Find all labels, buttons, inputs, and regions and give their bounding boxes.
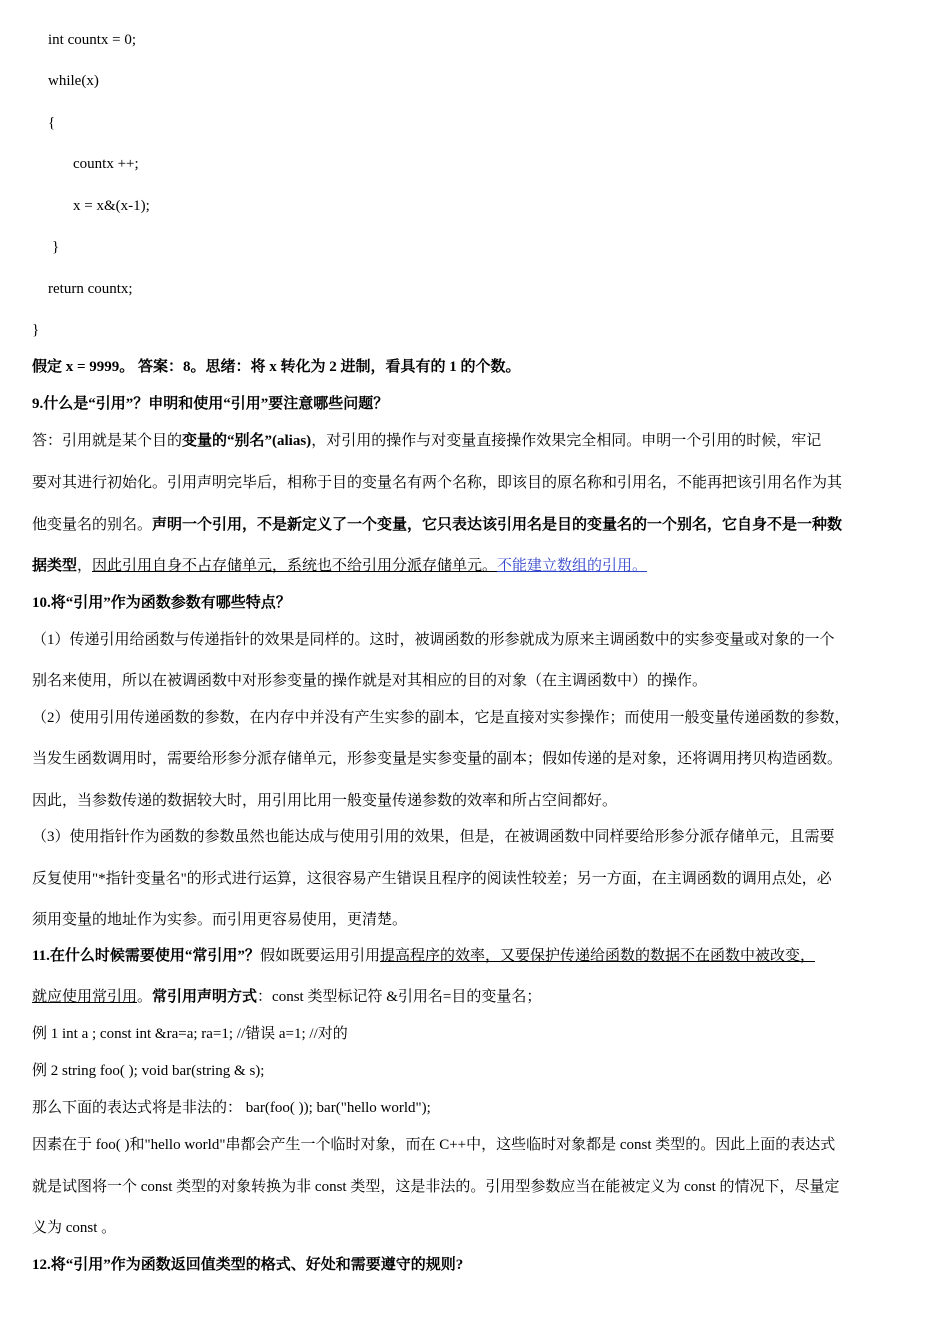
q12-title: 12.将“引用”作为函数返回值类型的格式、好处和需要遵守的规则? xyxy=(32,1257,464,1273)
code-line: } xyxy=(32,322,40,338)
q9-bold-text: 据类型 xyxy=(32,558,78,574)
q11-reason-line: 义为 const 。 xyxy=(32,1220,117,1236)
q9-alias-term: 变量的“别名”(alias) xyxy=(182,433,312,449)
q9-answer-line xyxy=(32,556,647,576)
q9-answer-line: 要对其进行初始化。引用声明完毕后，相称于目的变量名有两个名称，即该目的原名称和引用名，不能再把该引用名作为其 xyxy=(32,475,843,491)
code-line: x = x&(x-1); xyxy=(73,198,150,214)
q9-answer-text: ，对引用的操作与对变量直接操作效果完全相同。申明一个引用的时候，牢记 xyxy=(311,433,822,449)
q10-paragraph-line: （2）使用引用传递函数的参数，在内存中并没有产生实参的副本，它是直接对实参操作；而使用一般变量传递函数的参数， xyxy=(32,710,850,726)
q11-bold-text: 常引用声明方式 xyxy=(152,989,258,1005)
q10-paragraph-line: （1）传递引用给函数与传递指针的效果是同样的。这时，被调函数的形参就成为原来主调函数中的实参变量或对象的一个 xyxy=(32,632,835,648)
q9-sep: ， xyxy=(77,558,93,574)
q9-answer-text: 他变量名的别名。 xyxy=(32,517,153,533)
q11-underlined-text: 提高程序的效率，又要保护传递给函数的数据不在函数中被改变， xyxy=(379,948,815,964)
q11-illegal-line: 那么下面的表达式将是非法的： bar(foo( )); bar("hello world"); xyxy=(32,1100,431,1116)
q10-paragraph-line: 别名来使用，所以在被调函数中对形参变量的操作就是对其相应的目的对象（在主调函数中）的操作。 xyxy=(32,673,708,689)
q9-title: 9.什么是“引用”？申明和使用“引用”要注意哪些问题？ xyxy=(32,396,389,412)
q11-reason-line: 因素在于 foo( )和"hello world"串都会产生一个临时对象，而在 C++中，这些临时对象都是 const 类型的。因此上面的表达式 xyxy=(32,1137,836,1153)
q10-paragraph-line: 因此，当参数传递的数据较大时，用引用比用一般变量传递参数的效率和所占空间都好。 xyxy=(32,793,618,809)
q10-paragraph-line: 反复使用"*指针变量名"的形式进行运算，这很容易产生错误且程序的阅读性较差；另一方面，在主调函数的调用点处，必 xyxy=(32,871,832,887)
code-line: return countx; xyxy=(48,281,133,297)
q9-answer-text: 答：引用就是某个目的 xyxy=(32,433,183,449)
q11-underlined-text: 就应使用常引用 xyxy=(32,989,138,1005)
code-line: } xyxy=(52,239,60,255)
q8-answer: 假定 x = 9999。 答案：8。思绪：将 x 转化为 2 进制，看具有的 1 的个数。 xyxy=(32,359,521,375)
q11-text: 假如既要运用引用 xyxy=(259,948,380,964)
q10-paragraph-line: 须用变量的地址作为实参。而引用更容易使用，更清楚。 xyxy=(32,912,408,928)
q9-answer-line xyxy=(32,431,821,451)
code-line: while(x) xyxy=(48,73,99,89)
q10-paragraph-line: 当发生函数调用时，需要给形参分派存储单元，形参变量是实参变量的副本；假如传递的是对象，还将调用拷贝构造函数。 xyxy=(32,751,843,767)
code-line: countx ++; xyxy=(73,156,139,172)
code-line: int countx = 0; xyxy=(48,32,137,48)
q11-example-2: 例 2 string foo( ); void bar(string & s); xyxy=(32,1063,265,1079)
q9-answer-line xyxy=(32,515,842,535)
q11-text: ：const 类型标记符 &引用名=目的变量名； xyxy=(257,989,542,1005)
q9-bold-text: 声明一个引用，不是新定义了一个变量，它只表达该引用名是目的变量名的一个别名，它自身不是一种数 xyxy=(152,517,843,533)
q11-title: 11.在什么时候需要使用“常引用”？ xyxy=(32,948,260,964)
q11-sep: 。 xyxy=(137,989,153,1005)
q11-example-1: 例 1 int a ; const int &ra=a; ra=1; //错误 a=1; //对的 xyxy=(32,1026,348,1042)
q11-title-line xyxy=(32,946,815,966)
code-line: { xyxy=(48,115,56,131)
q9-link[interactable]: 不能建立数组的引用。 xyxy=(497,558,648,574)
q9-underlined-text: 因此引用自身不占存储单元，系统也不给引用分派存储单元。 xyxy=(92,558,498,574)
q10-title: 10.将“引用”作为函数参数有哪些特点？ xyxy=(32,595,291,611)
q11-reason-line: 就是试图将一个 const 类型的对象转换为非 const 类型，这是非法的。引用型参数应当在能被定义为 const 的情况下，尽量定 xyxy=(32,1179,840,1195)
q11-line xyxy=(32,987,541,1007)
q10-paragraph-line: （3）使用指针作为函数的参数虽然也能达成与使用引用的效果，但是，在被调函数中同样要给形参分派存储单元，且需要 xyxy=(32,829,835,845)
